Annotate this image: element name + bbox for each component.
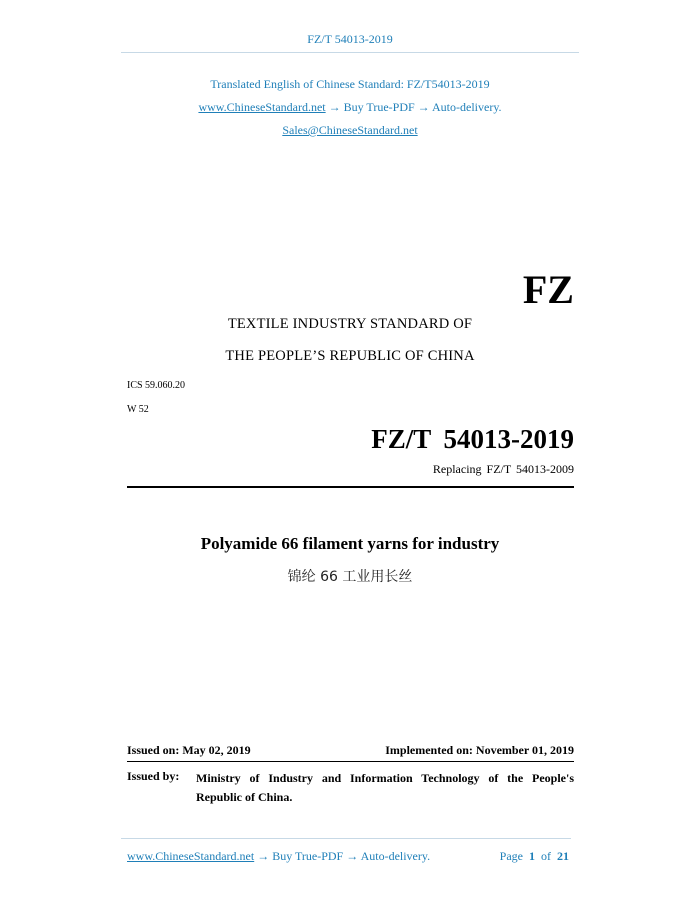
- implemented-on-date: Implemented on: November 01, 2019: [385, 743, 574, 757]
- page-of: of: [541, 849, 551, 863]
- standard-code-mark: FZ: [522, 267, 574, 312]
- agency-line-2: THE PEOPLE’S REPUBLIC OF CHINA: [225, 348, 475, 364]
- promo-site-tail: → Buy True-PDF → Auto-delivery.: [325, 100, 502, 114]
- issuing-authority: Ministry of Industry and Information Technology of the People's Republic of China.: [196, 771, 574, 804]
- promo-email-line: [0, 123, 700, 138]
- issued-by-label: Issued by:: [127, 769, 180, 783]
- title-divider: [127, 486, 574, 488]
- page-indicator: [500, 849, 569, 864]
- footer-site-tail: → Buy True-PDF → Auto-delivery.: [254, 849, 431, 863]
- footer-divider: [121, 838, 571, 839]
- document-title-en: Polyamide 66 filament yarns for industry: [200, 534, 500, 553]
- page-total: 21: [557, 849, 569, 863]
- page-label: Page: [499, 849, 523, 863]
- issued-on-date: Issued on: May 02, 2019: [127, 743, 251, 757]
- ics-code: ICS 59.060.20: [127, 380, 186, 391]
- page-current: 1: [529, 849, 535, 863]
- ccs-code: W 52: [127, 404, 149, 415]
- running-header: FZ/T 54013-2019: [307, 32, 393, 46]
- agency-line-1: TEXTILE INDUSTRY STANDARD OF: [227, 316, 473, 332]
- replacing-note: Replacing FZ/T 54013-2009: [432, 462, 574, 476]
- dates-divider: [127, 761, 574, 762]
- document-title-cn: 锦纶 66 工业用长丝: [287, 569, 413, 585]
- standard-number: FZ/T 54013-2019: [371, 424, 574, 454]
- footer-site-link[interactable]: www.ChineseStandard.net: [127, 849, 255, 863]
- email-link[interactable]: Sales@ChineseStandard.net: [282, 123, 418, 137]
- site-link[interactable]: www.ChineseStandard.net: [198, 100, 326, 114]
- header-divider: [121, 52, 579, 53]
- translation-notice: Translated English of Chinese Standard: FZ/T54013-2019: [210, 77, 490, 91]
- promo-site-line: [0, 100, 700, 115]
- footer-promo: [127, 849, 430, 864]
